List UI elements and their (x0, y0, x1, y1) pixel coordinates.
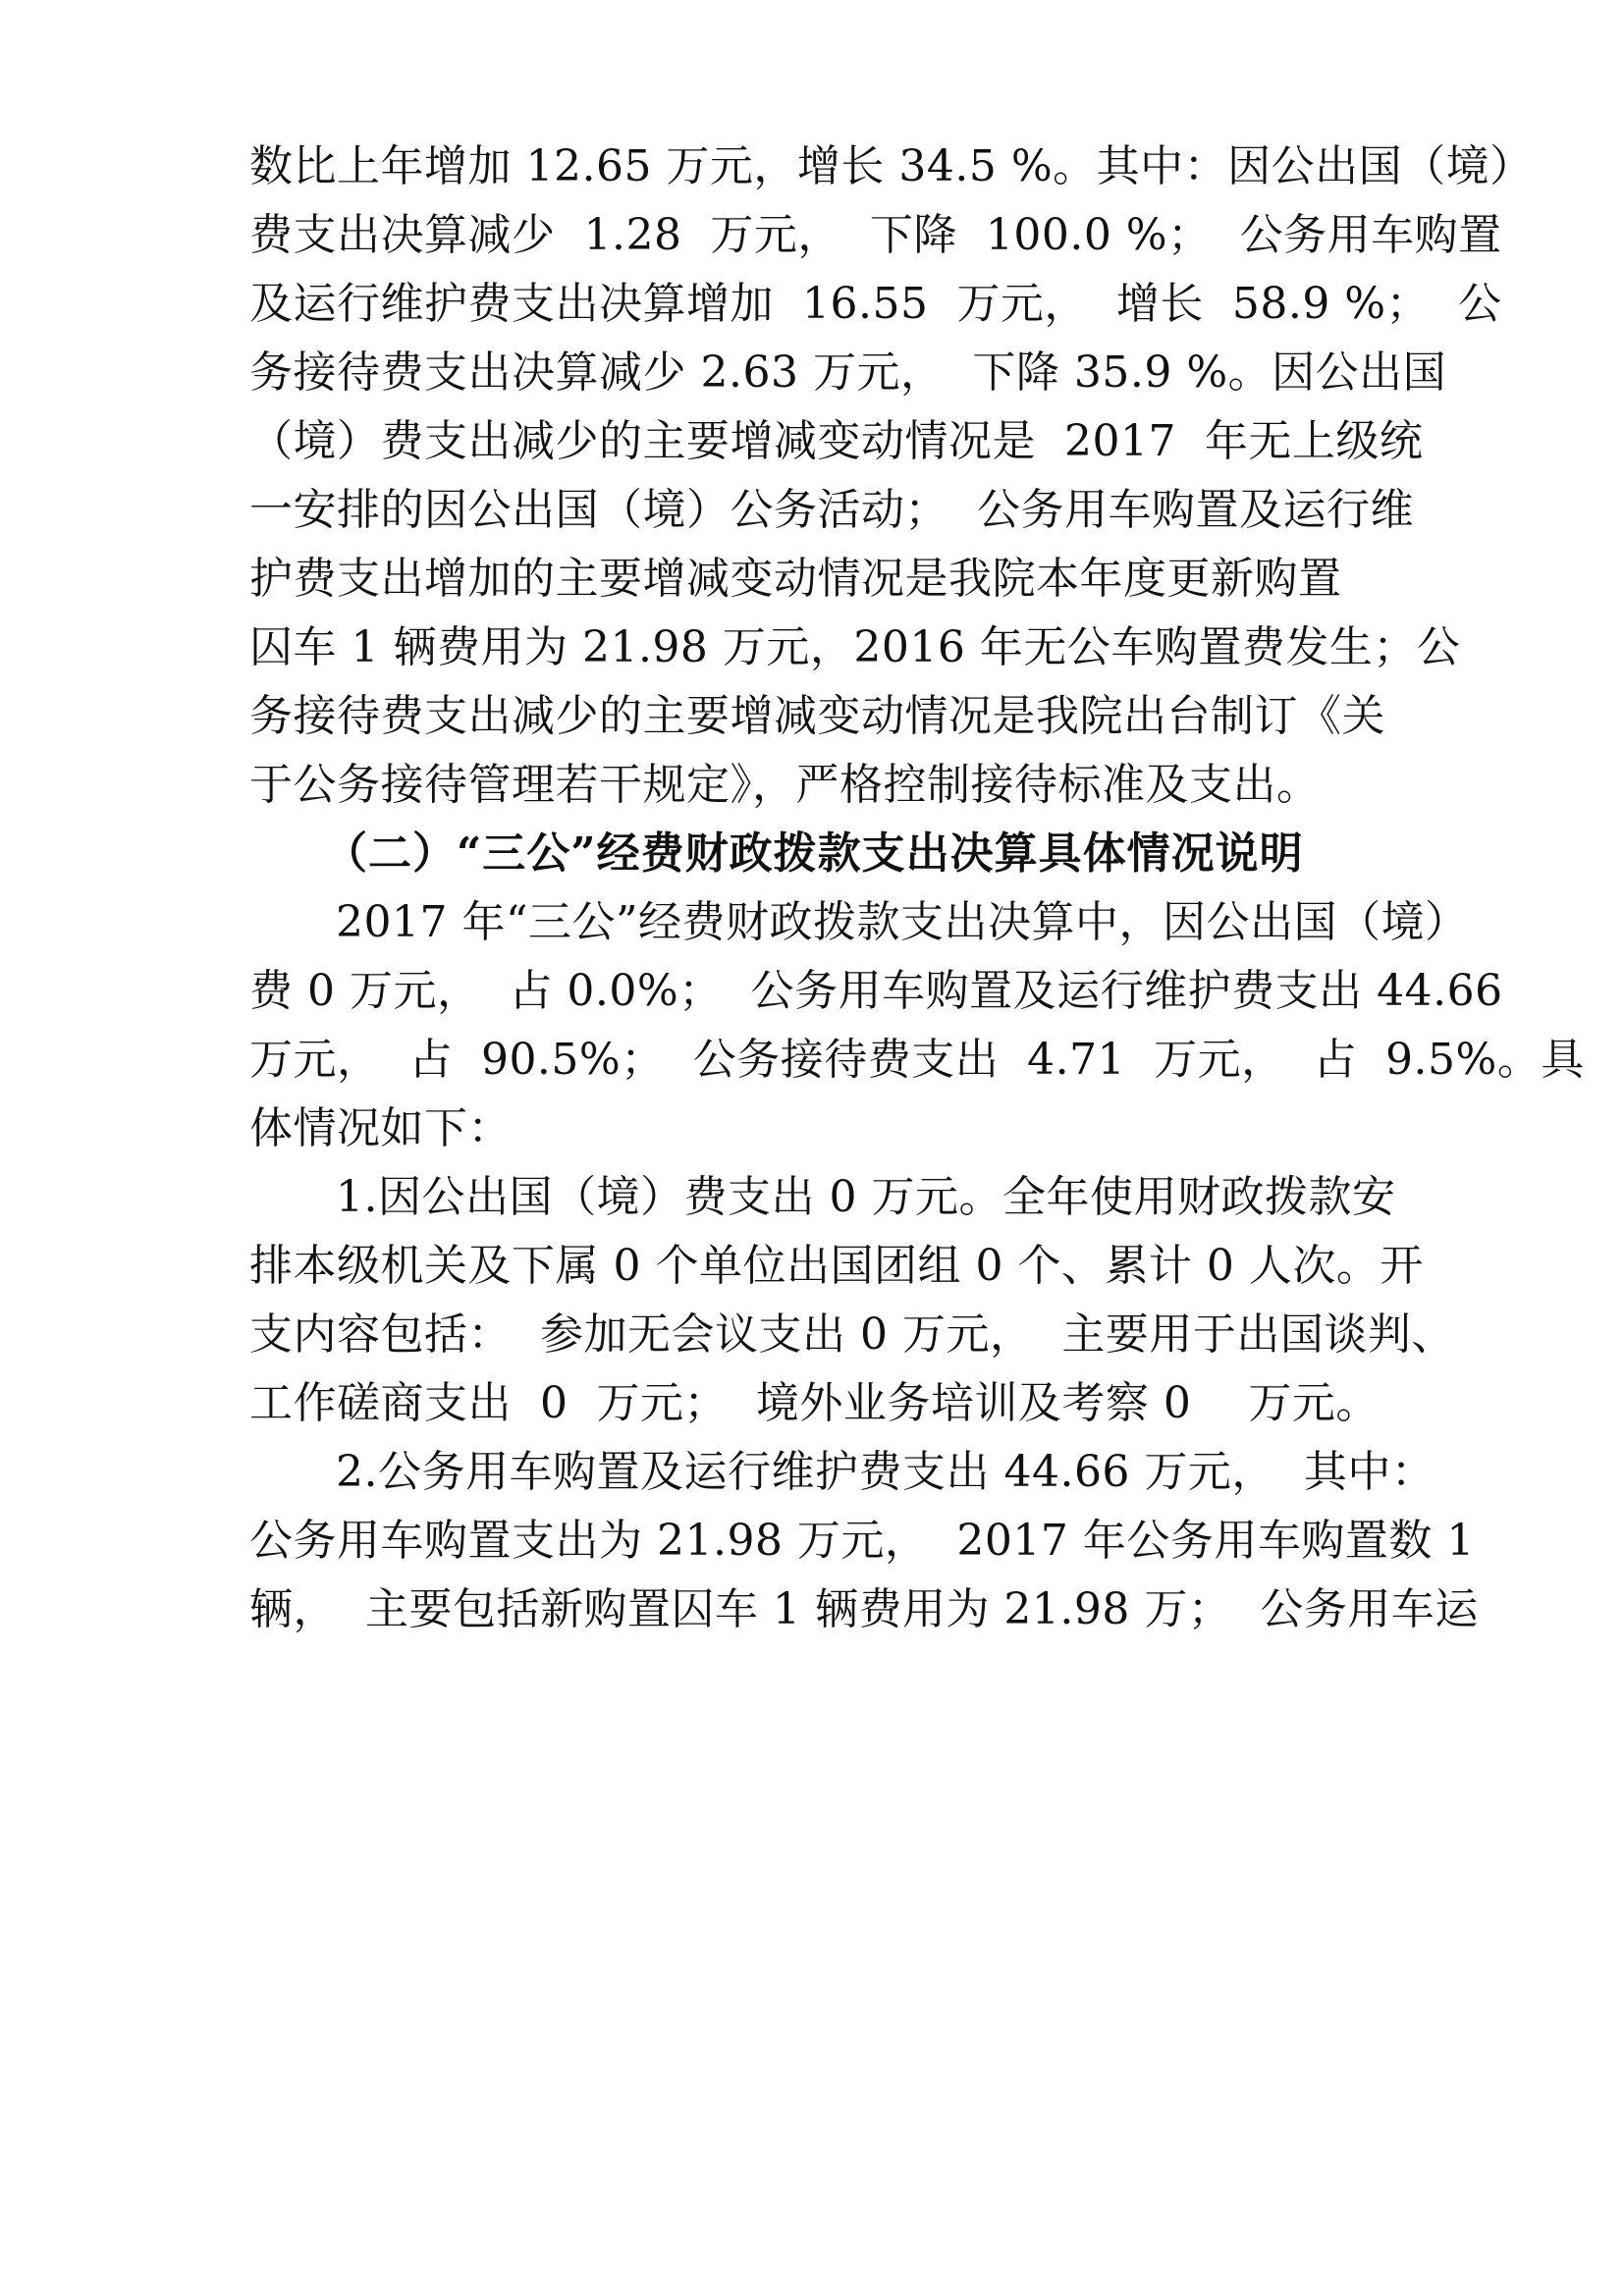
paragraph-line: 万元， 占 90.5%； 公务接待费支出 4.71 万元， 占 9.5%。具 (249, 1035, 1585, 1085)
paragraph-line: 一安排的因公出国（境）公务活动； 公务用车购置及运行维 (249, 485, 1414, 535)
paragraph-line: 2017 年“三公”经费财政拨款支出决算中，因公出国（境） (336, 897, 1469, 947)
paragraph-line: 费 0 万元， 占 0.0%； 公务用车购置及运行维护费支出 44.66 (249, 966, 1503, 1016)
paragraph-line: 辆， 主要包括新购置囚车 1 辆费用为 21.98 万； 公务用车运 (249, 1584, 1479, 1634)
paragraph-line: 囚车 1 辆费用为 21.98 万元，2016 年无公车购置费发生；公 (249, 622, 1461, 672)
paragraph-line: 及运行维护费支出决算增加 16.55 万元， 增长 58.9 %； 公 (249, 279, 1502, 329)
paragraph-line: 公务用车购置支出为 21.98 万元， 2017 年公务用车购置数 1 (249, 1516, 1475, 1566)
paragraph-line: 体情况如下： (249, 1103, 512, 1153)
paragraph-line: 于公务接待管理若干规定》，严格控制接待标准及支出。 (249, 760, 1321, 810)
paragraph-line: 护费支出增加的主要增减变动情况是我院本年度更新购置 (249, 554, 1342, 604)
paragraph-line: 数比上年增加 12.65 万元，增长 34.5 %。其中：因公出国（境） (249, 141, 1534, 191)
section-heading: （二）“三公”经费财政拨款支出决算具体情况说明 (324, 828, 1304, 879)
paragraph-line: 工作磋商支出 0 万元； 境外业务培训及考察 0 万元。 (249, 1378, 1380, 1428)
paragraph-line: 务接待费支出决算减少 2.63 万元， 下降 35.9 %。因公出国 (249, 347, 1447, 398)
paragraph-line: 费支出决算减少 1.28 万元， 下降 100.0 %； 公务用车购置 (249, 210, 1502, 260)
paragraph-line: 支内容包括： 参加无会议支出 0 万元， 主要用于出国谈判、 (249, 1309, 1455, 1360)
paragraph-line: 排本级机关及下属 0 个单位出国团组 0 个、累计 0 人次。开 (249, 1241, 1424, 1291)
paragraph-line: 务接待费支出减少的主要增减变动情况是我院出台制订《关 (249, 691, 1385, 741)
paragraph-line: 2.公务用车购置及运行维护费支出 44.66 万元， 其中： (336, 1447, 1435, 1497)
paragraph-line: 1.因公出国（境）费支出 0 万元。全年使用财政拨款安 (336, 1172, 1396, 1222)
paragraph-line: （境）费支出减少的主要增减变动情况是 2017 年无上级统 (249, 416, 1424, 466)
